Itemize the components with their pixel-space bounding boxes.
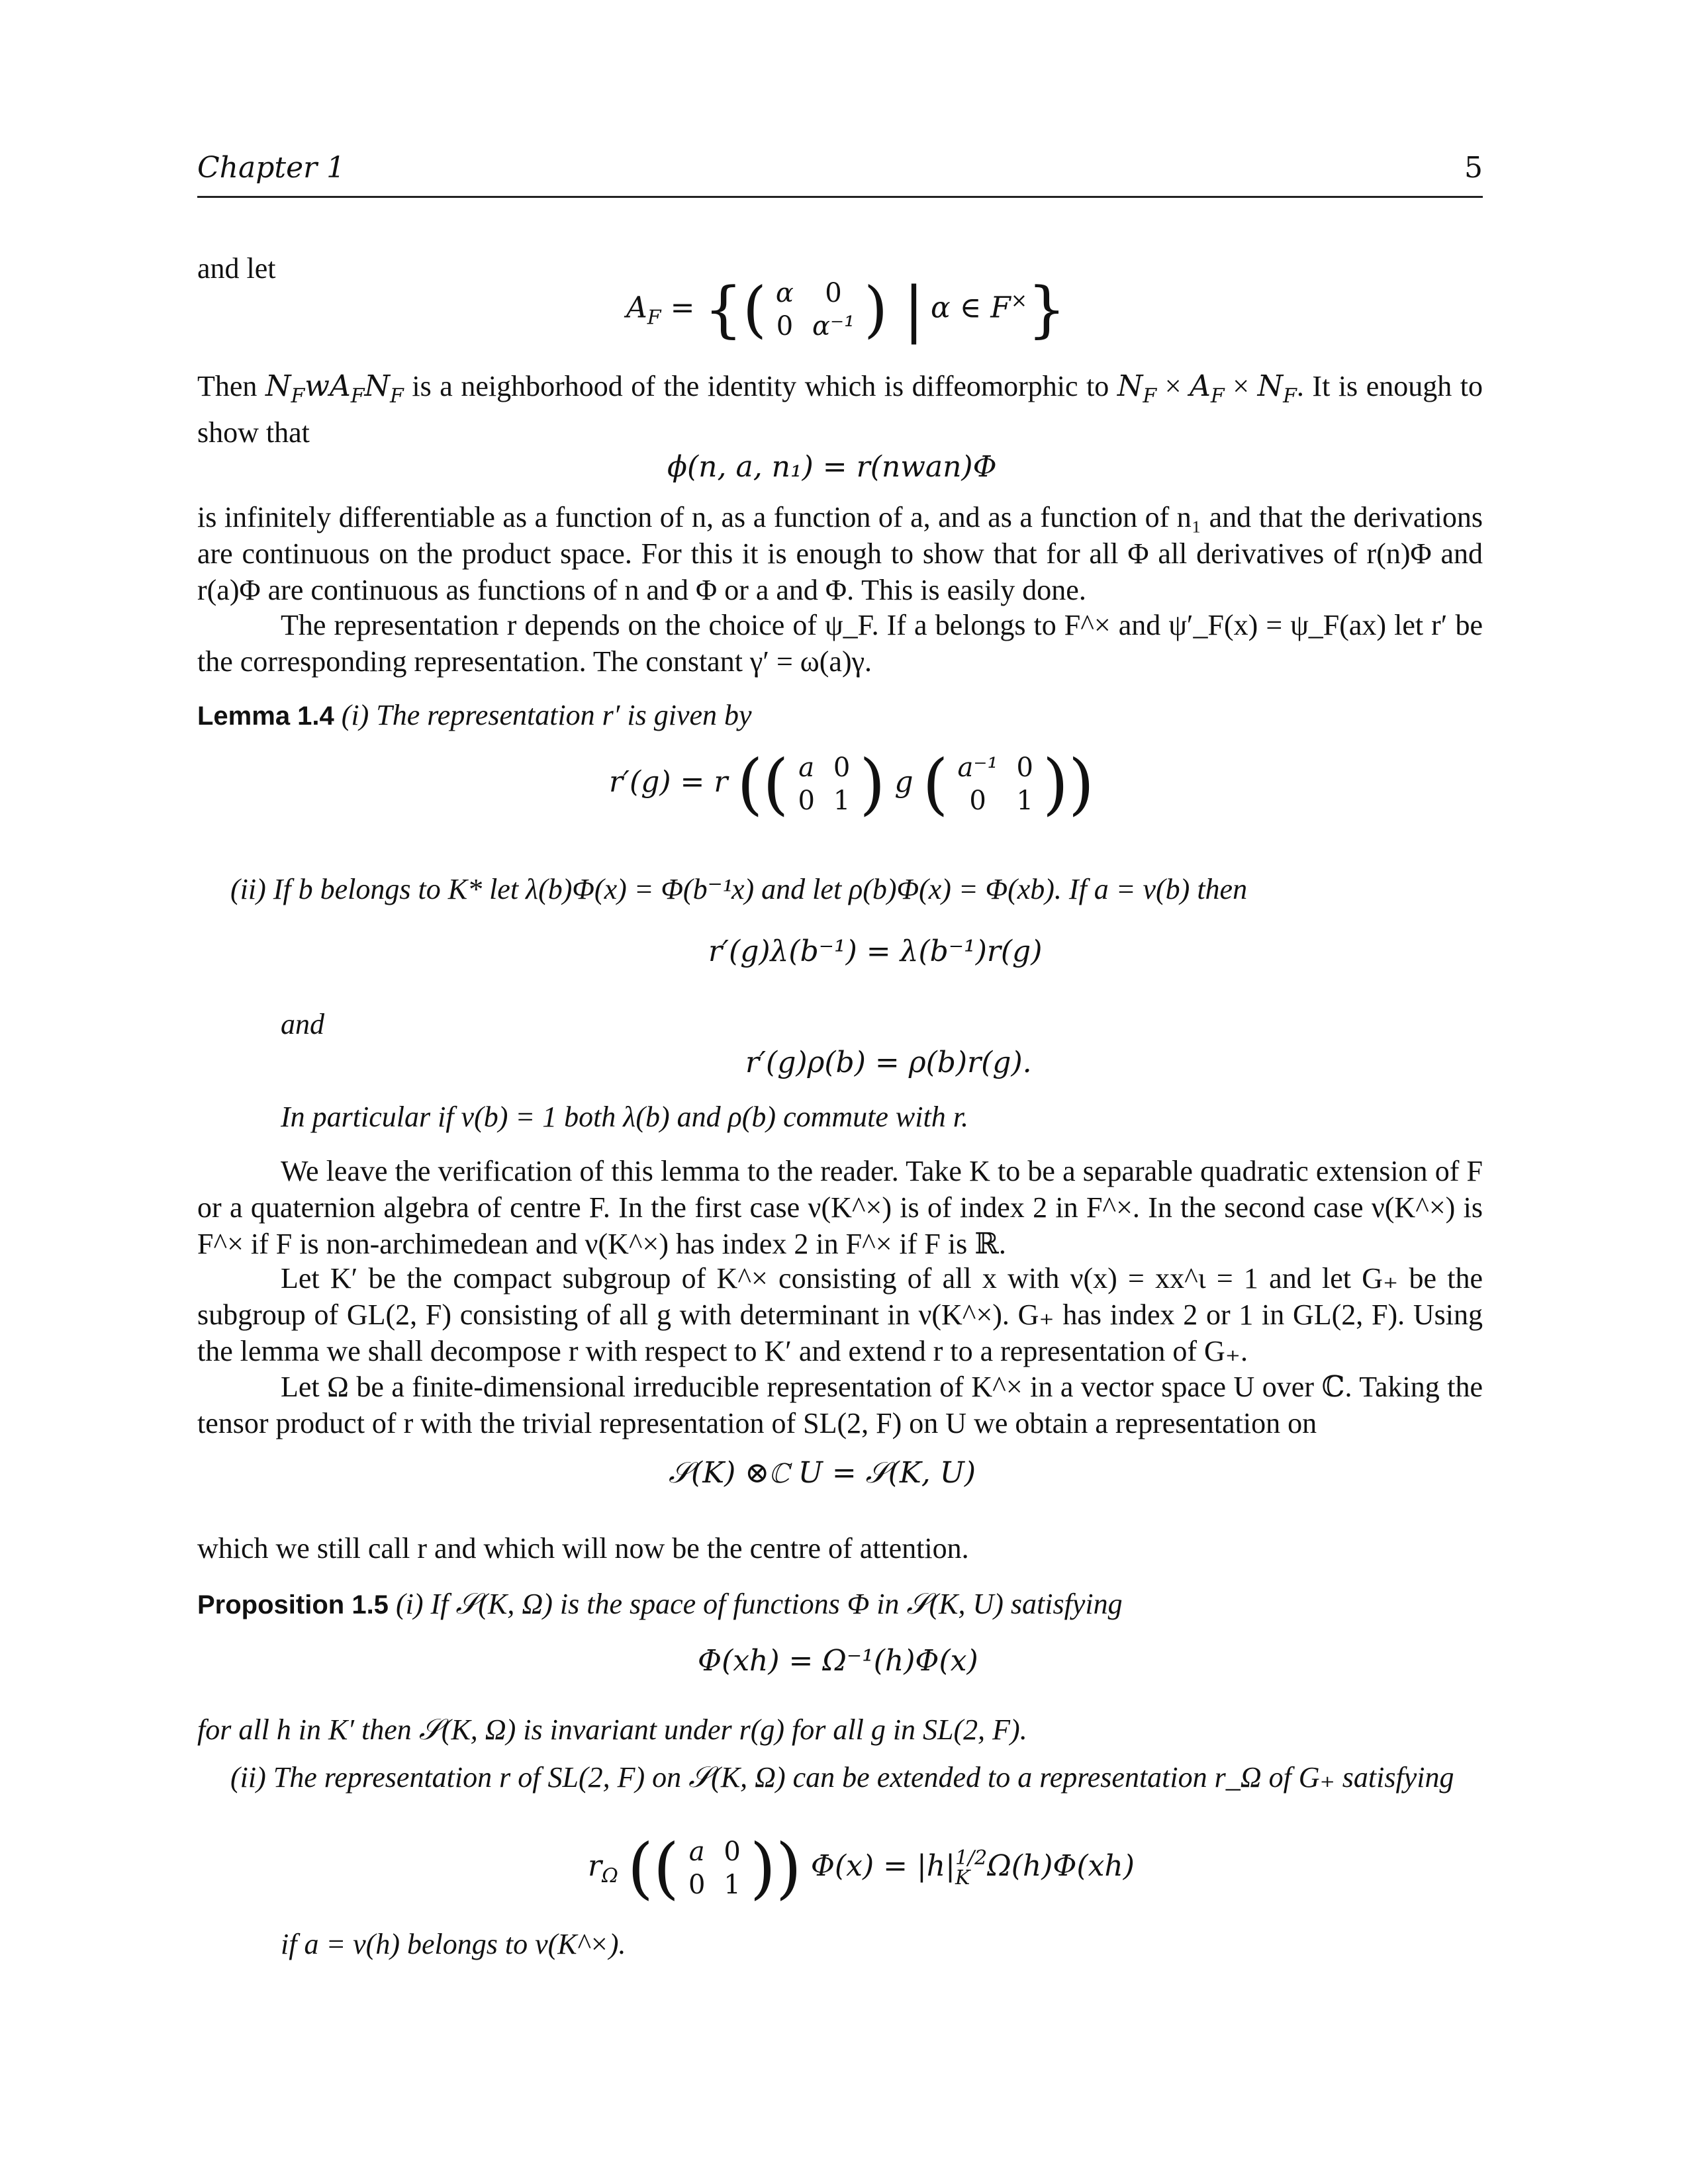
proposition-equation-2: $r_\Omega$ (( a 0 0 1 )) Φ(x) = |h| 1/2 K Ω(h)Φ(xh) [588,1829,1135,1907]
prop-eq2-lhs-sub: Ω [602,1864,618,1888]
proposition-after-1: for all h in K′ then 𝒮(K, Ω) is invariant under r(g) for all g in SL(2, F). [197,1713,1027,1746]
matrix-cell: a [798,752,815,783]
lemma-1-4-statement [197,697,1483,735]
lemma-and: and [281,1008,324,1040]
matrix-cell: 1 [1016,785,1033,816]
equation-S: 𝒮(K) ⊗ℂ U = 𝒮(K, U) [669,1456,976,1490]
matrix-cell: 0 [724,1836,741,1867]
matrix-cell: 1 [833,785,851,816]
eq-af-matrix [767,277,864,343]
paragraph-4: We leave the verification of this lemma to the reader. Take K to be a separable quadratic extension of F or a quaternion algebra of centre F. In the first case ν(K^×) is of index 2 in F^×. In the second case ν(K^×) is F^× if F is non-archimedean and ν(K^×) has index 2 in F^× if F is ℝ. [197,1155,1483,1260]
proposition-part-ii: (ii) The representation r of SL(2, F) on 𝒮(K, Ω) can be extended to a representation r_Ω of G₊ satisfying [230,1761,1454,1794]
lemma-equation-2: r′(g)λ(b⁻¹) = λ(b⁻¹)r(g) [708,934,1043,968]
matrix-cell: 1 [724,1869,741,1900]
paragraph-1: Then $N_FwA_FN_F$ is a neighborhood of the identity which is diffeomorphic to $N_F \times A_F \times N_F$. It is enough to show that [197,369,1483,449]
lemma-equation-3: r′(g)ρ(b) = ρ(b)r(g). [745,1046,1032,1079]
eq-af-lhs-sub: F [647,306,661,330]
matrix-cell: 0 [969,785,986,816]
prop-eq2-rhs-sup: 1/2 [955,1846,988,1870]
proposition-last: if a = ν(h) belongs to ν(K^×). [281,1928,626,1960]
matrix-cell: α⁻¹ [812,311,855,341]
prop-eq2-lhs: r [588,1849,602,1883]
page-header [197,151,1483,195]
paragraph-6: Let Ω be a finite-dimensional irreducible representation of K^× in a vector space U over ℂ. Taking the tensor product of r with the trivial representation of SL(2, F) on U we obtain a representation on [197,1371,1483,1439]
lemma-part-ii: (ii) If b belongs to K* let λ(b)Φ(x) = Φ(b⁻¹x) and let ρ(b)Φ(x) = Φ(xb). If a = ν(b) then [230,873,1248,905]
matrix-cell: 0 [798,785,815,816]
eq-af-condition-sup: × [1010,289,1027,312]
lemma-eq1-matrix-1 [788,751,859,817]
eq-af-lhs: A [626,291,647,325]
prop-eq2-rhs-tail: Ω(h)Φ(xh) [987,1849,1135,1883]
proposition-equation-1: Φ(xh) = Ω⁻¹(h)Φ(x) [698,1644,978,1678]
matrix-cell: 0 [833,752,851,783]
equation-phi: ϕ(n, a, n₁) = r(nwan)Φ [667,450,997,484]
matrix-cell: a [688,1836,705,1867]
matrix-cell: 0 [776,311,794,341]
proposition-label: Proposition 1.5 [197,1590,389,1619]
lemma-particular: In particular if ν(b) = 1 both λ(b) and ρ(b) commute with r. [281,1101,968,1133]
paragraph-5: Let K′ be the compact subgroup of K^× consisting of all x with ν(x) = xx^ι = 1 and let G₊ be the subgroup of GL(2, F) consisting of all g with determinant in ν(K^×). G₊ has index 2 or 1 in GL(2, F). Using the lemma we shall decompose r with respect to K′ and extend r to a representation of G₊. [197,1262,1483,1367]
paragraph-3: The representation r depends on the choice of ψ_F. If a belongs to F^× and ψ′_F(x) = ψ_F(ax) let r′ be the corresponding representation. The constant γ′ = ω(a)γ. [197,609,1483,678]
matrix-cell: 0 [825,278,842,308]
lemma-eq1-lhs: r′(g) = r [609,765,728,799]
paragraph-2: is infinitely differentiable as a function of n, as a function of a, and as a function of n₁ and that the derivations are continuous on the product space. For this it is enough to show that for all Φ all derivatives of r(n)Φ and r(a)Φ are continuous as functions of n and Φ or a and Φ. This is easily done. [197,501,1483,606]
prop-eq2-rhs: Φ(x) = |h| [810,1849,955,1883]
eq-af-condition: α ∈ F [931,291,1011,325]
proposition-part-i: (i) If 𝒮(K, Ω) is the space of functions Φ in 𝒮(K, U) satisfying [395,1588,1123,1620]
proposition-1-5-statement [197,1586,1483,1623]
intro-text: and let [197,252,276,285]
equation-AF: $A_F$ = {( α 0 0 α⁻¹ ) | α ∈ F×} [626,274,1066,345]
paragraph-7: which we still call r and which will now be the centre of attention. [197,1532,969,1565]
matrix-cell: 0 [1016,752,1033,783]
lemma-eq1-matrix-2 [949,751,1043,817]
matrix-cell: α [775,278,794,308]
matrix-cell: a⁻¹ [957,752,998,783]
matrix-cell: 0 [688,1869,706,1900]
lemma-equation-1: r′(g) = r (( a 0 0 1 ) g ( a⁻¹ 0 0 1 )) [609,745,1095,823]
chapter-label: Chapter 1 [197,151,346,185]
prop-eq2-rhs-sub: K [955,1866,970,1889]
header-rule [197,196,1483,198]
prop-eq2-matrix [679,1835,750,1901]
lemma-eq1-g: g [894,765,914,799]
lemma-part-i: (i) The representation r′ is given by [341,699,752,731]
page-number: 5 [1464,151,1483,185]
lemma-label: Lemma 1.4 [197,702,334,731]
